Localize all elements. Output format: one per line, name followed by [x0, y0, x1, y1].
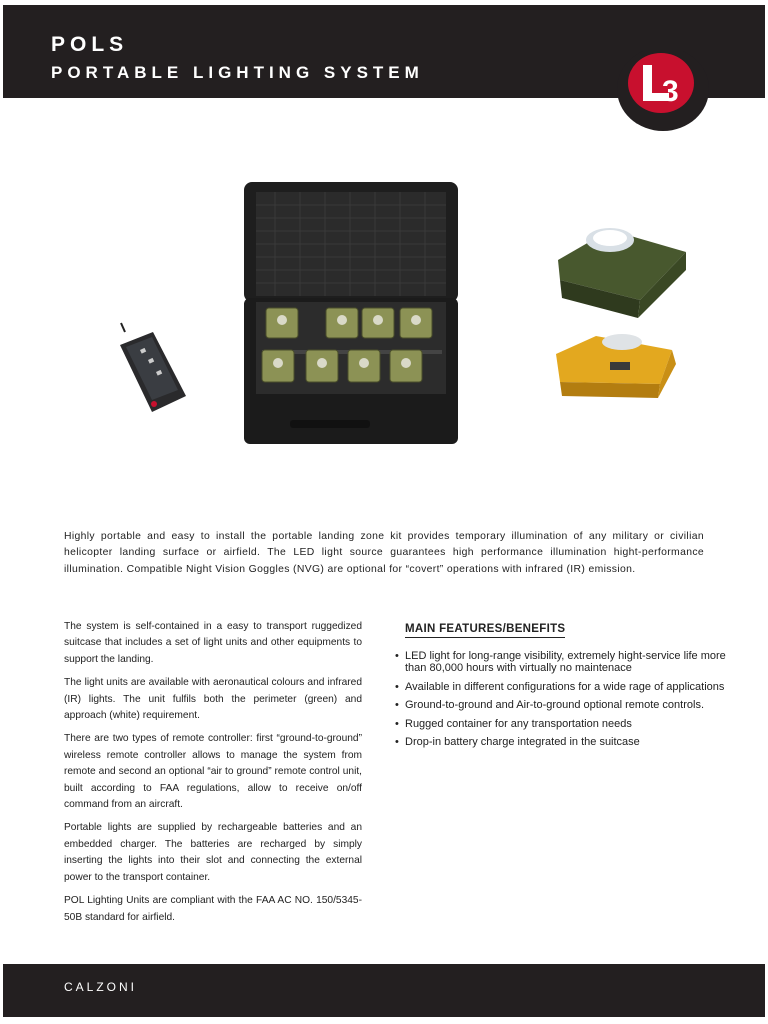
description-column — [64, 619, 362, 933]
transport-case-photo — [244, 182, 458, 444]
green-light-unit-photo — [558, 228, 686, 318]
features-heading: MAIN FEATURES/BENEFITS — [405, 623, 565, 638]
svg-text:3: 3 — [662, 75, 679, 108]
page-subtitle: PORTABLE LIGHTING SYSTEM — [51, 63, 424, 82]
description-paragraph: The system is self-contained in a easy to transport ruggedized suitcase that includes a set of light units and other equipments to support the landing. — [64, 621, 362, 665]
feature-item: • LED light for long-range visibility, extremely hight-service life more than 80,000 hours with virtually no maintenace — [395, 650, 726, 675]
intro-paragraph: Highly portable and easy to install the portable landing zone kit provides temporary illumination of any military or civilian helicopter landing surface or airfield. The LED light source guarantees high performance illumination hight-performance illumination. Compatible Night Vision Goggles (NVG) are optional for “covert” operations with infrared (IR) emission. — [64, 531, 704, 575]
description-paragraph: POL Lighting Units are compliant with the FAA AC NO. 150/5345-50B standard for airfield. — [64, 895, 362, 923]
bullet-icon: • — [395, 680, 399, 693]
bullet-icon: • — [395, 699, 399, 712]
feature-item: • Ground-to-ground and Air-to-ground optional remote controls. — [395, 699, 705, 712]
yellow-light-unit-photo — [556, 334, 676, 398]
bullet-icon: • — [395, 736, 399, 749]
description-paragraph: There are two types of remote controller: first “ground-to-ground” wireless remote controller allows to manage the system from remote and second an optional “air to ground” remote control unit, built according to FAA regulations, allow to receive on/off command from an aircraft. — [64, 733, 362, 811]
company-name: CALZONI — [64, 980, 138, 994]
feature-item: • Rugged container for any transportation needs — [395, 717, 632, 730]
bullet-icon: • — [395, 650, 399, 662]
bullet-icon: • — [395, 717, 399, 730]
footer-bar — [3, 964, 765, 1017]
features-list — [395, 650, 735, 754]
description-paragraph: Portable lights are supplied by rechargeable batteries and an embedded charger. The batteries are recharged by simply inserting the lights into their slot and connecting the external power to the transport container. — [64, 822, 362, 883]
feature-item: • Available in different configurations for a wide rage of applications — [395, 680, 725, 693]
product-images — [0, 160, 768, 480]
description-paragraph: The light units are available with aeronautical colours and infrared (IR) lights. The unit fulfils both the perimeter (green) and approach (white) requirement. — [64, 677, 362, 722]
feature-item: • Drop-in battery charge integrated in the suitcase — [395, 736, 640, 749]
l3-logo — [617, 51, 709, 131]
remote-controller-photo — [120, 323, 186, 412]
page-title: POLS — [51, 33, 129, 56]
